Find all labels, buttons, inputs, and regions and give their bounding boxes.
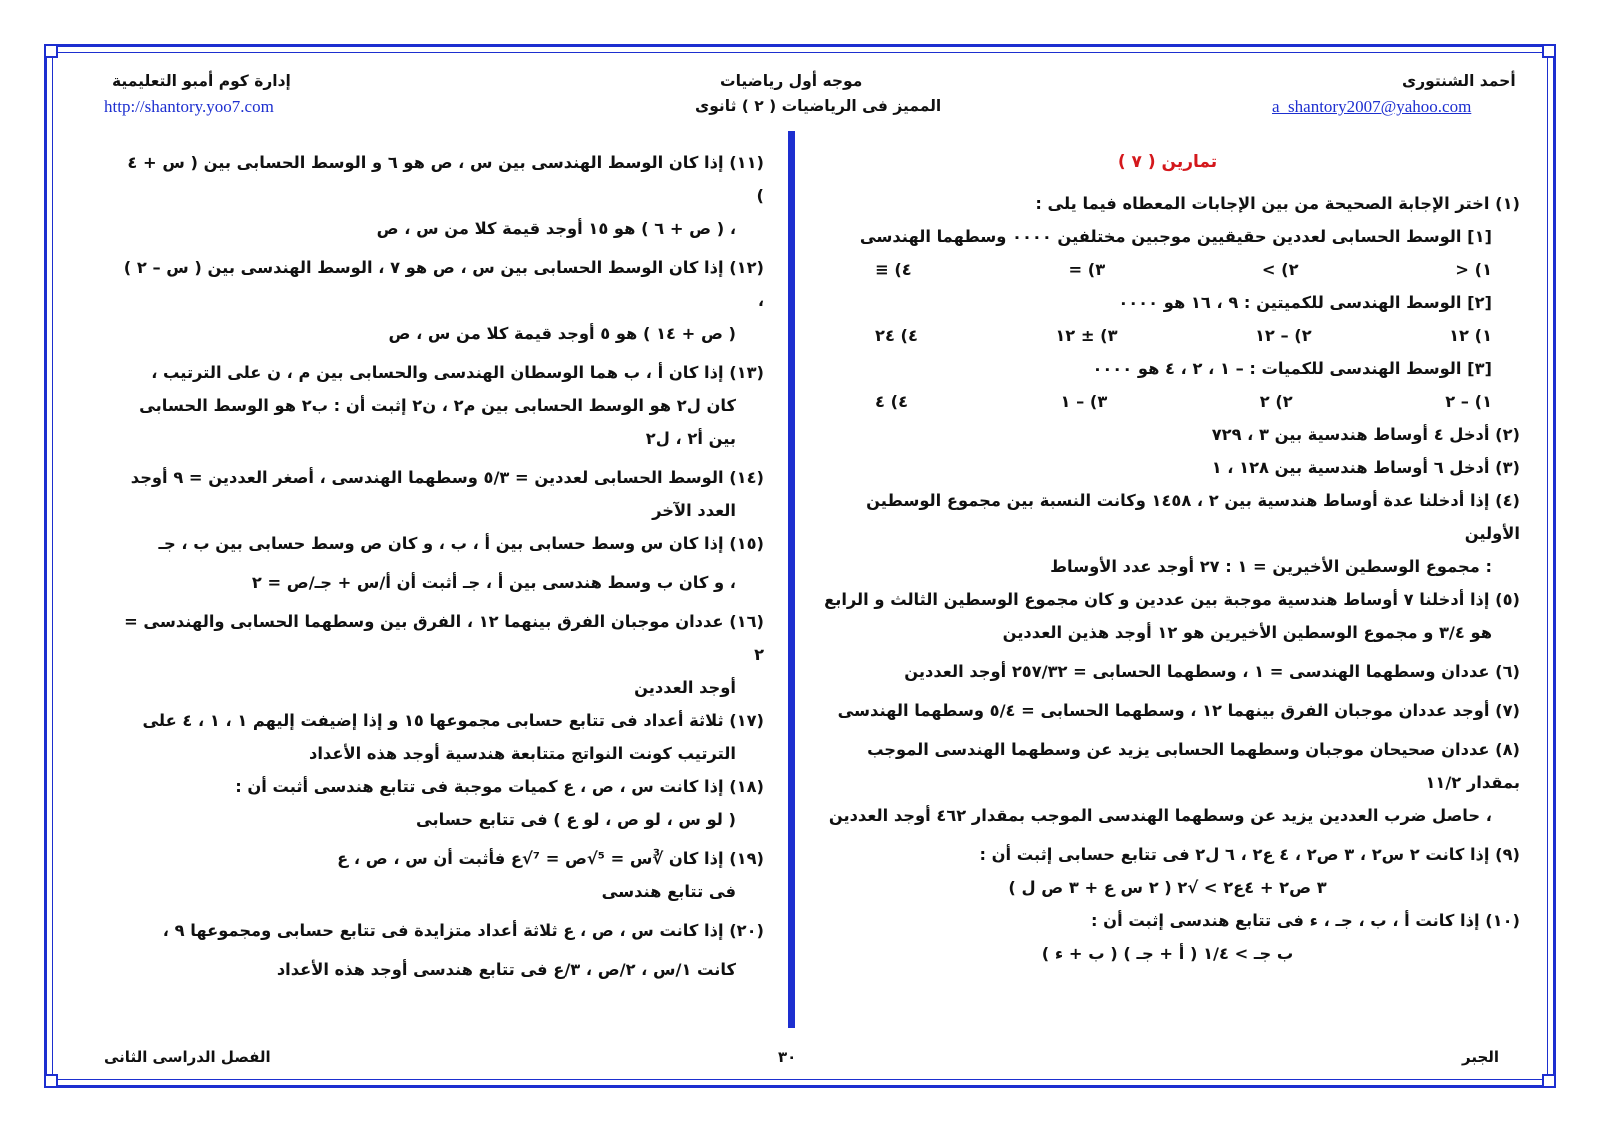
- exercise-line: [٢] الوسط الهندسى للكميتين : ٩ ، ١٦ هو ٠٠٠٠: [1118, 293, 1492, 312]
- exercise-line: : مجموع الوسطين الأخيرين = ١ : ٢٧ أوجد عدد الأوساط: [1050, 557, 1492, 576]
- exercises-column-right: [815, 146, 1520, 970]
- footer-subject: الجبر: [1462, 1048, 1500, 1066]
- exercise-line: بين ﺃ٢ ، ل٢: [645, 429, 736, 448]
- exercise-line: كانت ١/س ، ٢/ص ، ٣/ع فى تتابع هندسى أوجد هذه الأعداد: [276, 960, 736, 979]
- footer-page-number: ٣٠: [778, 1048, 797, 1066]
- exercise-line: العدد الآخر: [652, 501, 736, 520]
- exercise-line: (١٣) إذا كان ﺃ ، ب هما الوسطان الهندسى والحسابى بين م ، ن على الترتيب ،: [151, 363, 764, 382]
- exercise-line: ( لو س ، لو ص ، لو ع ) فى تتابع حسابى: [416, 810, 736, 829]
- exercise-line: [١] الوسط الحسابى لعددين حقيقيين موجبين مختلفين ٠٠٠٠ وسطهما الهندسى: [859, 227, 1492, 246]
- exercise-line: ، حاصل ضرب العددين يزيد عن وسطهما الهندسى الموجب بمقدار ٤٦٢ أوجد العددين: [828, 806, 1492, 825]
- option: ٢) – ١٢: [1254, 326, 1312, 345]
- option: ١) – ٢: [1445, 392, 1492, 411]
- option: ٣) ± ١٢: [1055, 326, 1118, 345]
- exercise-line: (٤) إذا أدخلنا عدة أوساط هندسية بين ٢ ، ١٤٥٨ وكانت النسبة بين مجموع الوسطين الأولين: [866, 491, 1520, 543]
- header-administration: إدارة كوم أمبو التعليمية: [112, 72, 291, 90]
- exercise-line: الترتيب كونت النواتج متتابعة هندسية أوجد هذه الأعداد: [309, 744, 736, 763]
- exercise-line: (٢٠) إذا كانت س ، ص ، ع ثلاثة أعداد متزايدة فى تتابع حسابى ومجموعها ٩ ،: [162, 921, 764, 940]
- exercise-line: (٦) عددان وسطهما الهندسى = ١ ، وسطهما الحسابى = ٢٥٧/٣٢ أوجد العددين: [904, 662, 1520, 681]
- option: ٣) =: [1068, 260, 1106, 279]
- header-book-title: المميز فى الرياضيات ( ٢ ) ثانوى: [695, 97, 942, 115]
- exercise-line: (١) اختر الإجابة الصحيحة من بين الإجابات المعطاه فيما يلى :: [1035, 194, 1520, 213]
- border-corner: [1542, 1074, 1556, 1088]
- option: ١) <: [1455, 260, 1492, 279]
- choice-options: [815, 253, 1520, 286]
- exercise-line: (٩) إذا كانت ٢ س٢ ، ٣ ص٢ ، ٤ ع٢ ، ٦ ل٢ فى تتابع حسابى إثبت أن :: [979, 845, 1520, 864]
- header-supervisor: موجه أول رياضيات: [720, 72, 863, 90]
- exercise-line: (١٧) ثلاثة أعداد فى تتابع حسابى مجموعها ١٥ و إذا إضيفت إليهم ١ ، ١ ، ٤ على: [142, 711, 764, 730]
- exercise-formula: ٣ ص٢ + ٤ع٢ > √٢ ( ٢ س ع + ٣ ص ل ): [1008, 878, 1327, 897]
- option: ٤) ٢٤: [875, 326, 918, 345]
- exercise-line: (٧) أوجد عددان موجبان الفرق بينهما ١٢ ، وسطهما الحسابى = ٥/٤ وسطهما الهندسى: [837, 701, 1520, 720]
- exercise-line: كان ل٢ هو الوسط الحسابى بين م٢ ، ن٢ إثبت أن : ب٢ هو الوسط الحسابى: [139, 396, 736, 415]
- header-email-link[interactable]: a_shantory2007@yahoo.com: [1272, 97, 1472, 116]
- option: ٤) ≡: [875, 260, 912, 279]
- exercise-line: [٣] الوسط الهندسى للكميات : – ١ ، ٢ ، ٤ هو ٠٠٠٠: [1092, 359, 1492, 378]
- exercise-line: (١٩) إذا كان ∛س = ⁵√ص = ⁷√ع فأثبت أن س ، ص ، ع: [337, 849, 764, 868]
- option: ٢) ٢: [1259, 392, 1293, 411]
- footer-semester: الفصل الدراسى الثانى: [104, 1048, 271, 1066]
- exercise-line: ( ص + ١٤ ) هو ٥ أوجد قيمة كلا من س ، ص: [388, 324, 736, 343]
- exercise-line: (١٠) إذا كانت ﺃ ، ب ، جـ ، ء فى تتابع هندسى إثبت أن :: [1091, 911, 1520, 930]
- exercise-line: هو ٣/٤ و مجموع الوسطين الأخيرين هو ١٢ أوجد هذين العددين: [1002, 623, 1492, 642]
- choice-options: [815, 319, 1520, 352]
- option: ٤) ٤: [875, 392, 909, 411]
- exercise-line: (١١) إذا كان الوسط الهندسى بين س ، ص هو ٦ و الوسط الحسابى بين ( س + ٤ ): [127, 153, 764, 205]
- border-corner: [1542, 44, 1556, 58]
- exercises-column-left: [116, 146, 764, 986]
- header-author: أحمد الشنتورى: [1402, 72, 1516, 90]
- border-corner: [44, 44, 58, 58]
- exercise-line: (١٤) الوسط الحسابى لعددين = ٥/٣ وسطهما الهندسى ، أصغر العددين = ٩ أوجد: [130, 468, 764, 487]
- exercise-line: أوجد العددين: [634, 678, 736, 697]
- exercise-line: (٢) أدخل ٤ أوساط هندسية بين ٣ ، ٧٢٩: [1211, 425, 1520, 444]
- exercise-line: ، و كان ب وسط هندسى بين ﺃ ، جـ أثبت أن ﺃ/س + جـ/ص = ٢: [251, 573, 736, 592]
- exercises-title: تمارين ( ٧ ): [1117, 152, 1218, 172]
- exercise-line: (٣) أدخل ٦ أوساط هندسية بين ١٢٨ ، ١: [1211, 458, 1520, 477]
- option: ٢) >: [1261, 260, 1299, 279]
- exercise-line: (٥) إذا أدخلنا ٧ أوساط هندسية موجبة بين عددين و كان مجموع الوسطين الثالث و الرابع: [824, 590, 1520, 609]
- exercise-line: (٨) عددان صحيحان موجبان وسطهما الحسابى يزيد عن وسطهما الهندسى الموجب بمقدار ١١/٢: [867, 740, 1520, 792]
- exercise-line: فى تتابع هندسى: [601, 882, 736, 901]
- exercise-line: (١٨) إذا كانت س ، ص ، ع كميات موجبة فى تتابع هندسى أثبت أن :: [235, 777, 764, 796]
- exercise-line: (١٢) إذا كان الوسط الحسابى بين س ، ص هو ٧ ، الوسط الهندسى بين ( س – ٢ ) ،: [123, 258, 764, 310]
- column-divider: [788, 131, 795, 1028]
- exercise-line: ، ( ص + ٦ ) هو ١٥ أوجد قيمة كلا من س ، ص: [376, 219, 736, 238]
- border-corner: [44, 1074, 58, 1088]
- header-website-link[interactable]: http://shantory.yoo7.com: [104, 97, 274, 116]
- exercise-formula: ب جـ > ١/٤ ( ﺃ + جـ ) ( ب + ء ): [1041, 944, 1294, 963]
- exercise-line: (١٥) إذا كان س وسط حسابى بين ﺃ ، ب ، و كان ص وسط حسابى بين ب ، جـ: [158, 534, 764, 553]
- exercise-line: (١٦) عددان موجبان الفرق بينهما ١٢ ، الفرق بين وسطهما الحسابى والهندسى = ٢: [124, 612, 764, 664]
- option: ٣) – ١: [1060, 392, 1108, 411]
- option: ١) ١٢: [1449, 326, 1492, 345]
- choice-options: [815, 385, 1520, 418]
